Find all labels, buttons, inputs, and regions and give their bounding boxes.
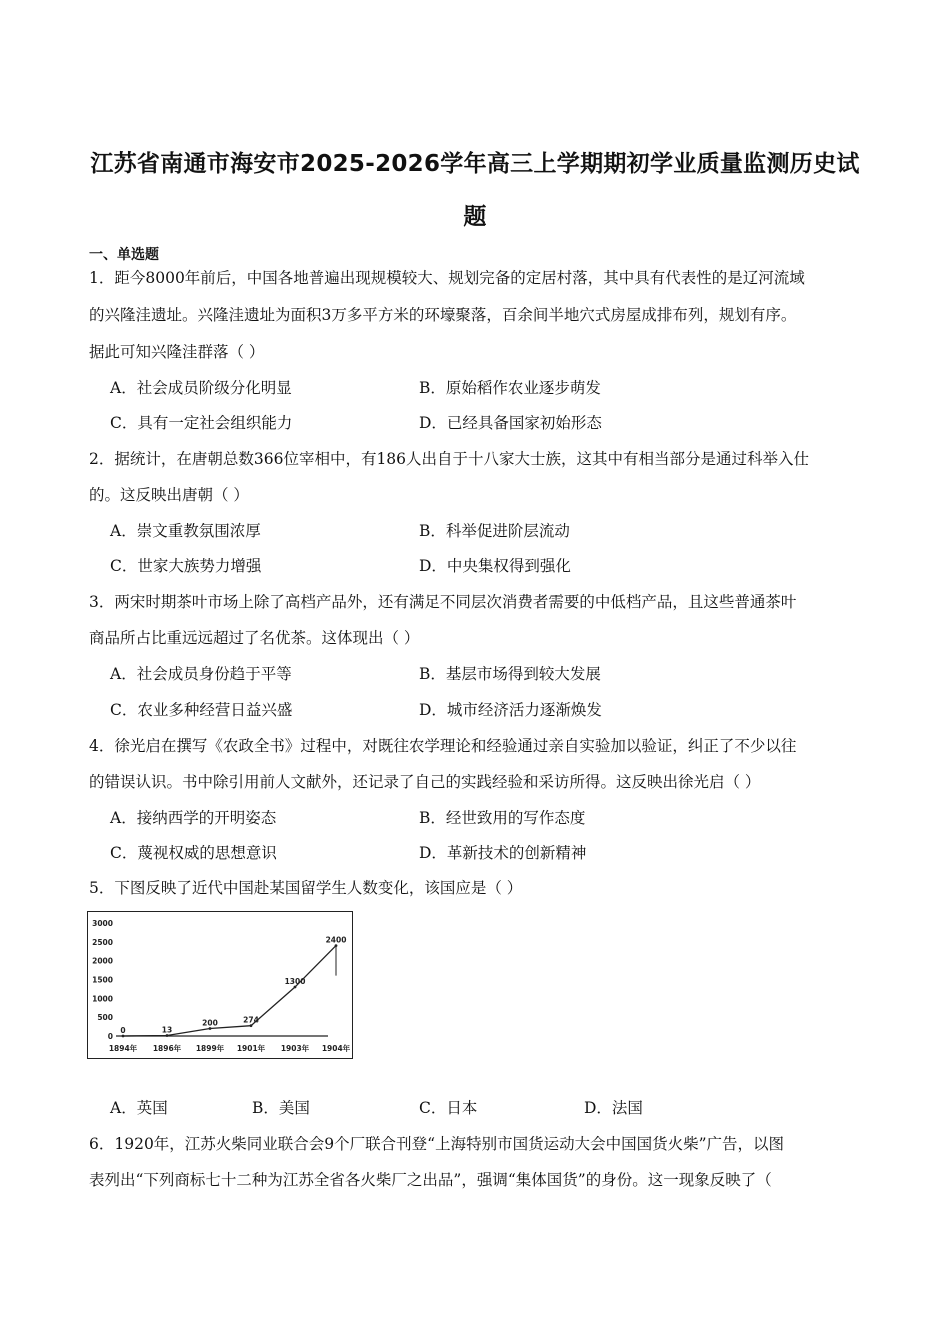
option-d[interactable]: D．革新技术的创新精神 [419,844,587,862]
data-label: 1300 [284,977,306,987]
option-c[interactable]: C．具有一定社会组织能力 [110,414,293,432]
question-text-line: 表列出“下列商标七十二种为江苏全省各火柴厂之出品”，强调“集体国货”的身份。这一现象反映了（ [89,1171,772,1189]
y-tick-label: 2000 [92,956,113,966]
option-d[interactable]: D．法国 [584,1099,643,1117]
x-tick-label: 1901年 [236,1044,266,1053]
question-text-line: 的。这反映出唐朝（ ） [89,486,249,504]
x-tick-label: 1896年 [152,1044,182,1053]
option-a[interactable]: A．社会成员阶级分化明显 [110,379,292,397]
chart-svg [88,912,354,1060]
data-point [122,1035,125,1038]
question-text-line: 商品所占比重远远超过了名优茶。这体现出（ ） [89,629,420,647]
option-c[interactable]: C．世家大族势力增强 [110,557,262,575]
data-point [209,1027,212,1030]
option-c[interactable]: C．日本 [419,1099,478,1117]
question-text-line: 4．徐光启在撰写《农政全书》过程中，对既往农学理论和经验通过亲自实验加以验证，纠正了不少以往 [89,737,797,755]
series-line [123,946,336,1036]
question-text-line: 的兴隆洼遗址。兴隆洼遗址为面积3万多平方米的环壕聚落，百余间半地穴式房屋成排布列，规划有序。 [89,306,797,324]
option-d[interactable]: D．城市经济活力逐渐焕发 [419,701,602,719]
y-tick-label: 3000 [92,919,113,928]
option-a[interactable]: A．接纳西学的开明姿态 [110,809,277,827]
section-heading: 一、单选题 [89,247,159,263]
data-point [294,986,297,989]
option-a[interactable]: A．英国 [110,1099,168,1117]
x-tick-label: 1903年 [280,1044,310,1053]
option-c[interactable]: C．农业多种经营日益兴盛 [110,701,293,719]
option-b[interactable]: B．美国 [252,1099,310,1117]
option-b[interactable]: B．经世致用的写作态度 [419,809,586,827]
page-title-line1: 江苏省南通市海安市2025-2026学年高三上学期期初学业质量监测历史试 [90,151,860,177]
option-d[interactable]: D．已经具备国家初始形态 [419,414,602,432]
data-label: 0 [120,1026,126,1035]
question-text-line: 3．两宋时期茶叶市场上除了高档产品外，还有满足不同层次消费者需要的中低档产品，且这些普通茶叶 [89,593,797,611]
data-label: 200 [202,1018,218,1028]
question-text-line: 据此可知兴隆洼群落（ ） [89,343,265,361]
question-text-line: 1．距今8000年前后，中国各地普遍出现规模较大、规划完备的定居村落，其中具有代表性的是辽河流域 [89,269,805,287]
data-label: 2400 [325,935,347,945]
question-text-line: 2．据统计，在唐朝总数366位宰相中，有186人出自于十八家大士族，这其中有相当部分是通过科举入仕 [89,450,810,468]
x-tick-label: 1904年 [321,1044,351,1053]
option-a[interactable]: A．社会成员身份趋于平等 [110,665,292,683]
y-tick-label: 2500 [92,937,113,947]
option-a[interactable]: A．崇文重教氛围浓厚 [110,522,261,540]
y-tick-label: 500 [97,1013,113,1023]
question-text-line: 5．下图反映了近代中国赴某国留学生人数变化，该国应是（ ） [89,879,523,897]
option-b[interactable]: B．科举促进阶层流动 [419,522,570,540]
data-label: 274 [243,1015,259,1025]
data-point [166,1034,169,1037]
question-text-line: 的错误认识。书中除引用前人文献外，还记录了自己的实践经验和采访所得。这反映出徐光启（ ） [89,773,761,791]
x-tick-label: 1899年 [195,1044,225,1053]
data-point [250,1024,253,1027]
option-b[interactable]: B．基层市场得到较大发展 [419,665,601,683]
page-title-line2: 题 [463,204,487,230]
question-text-line: 6．1920年，江苏火柴同业联合会9个厂联合刊登“上海特别市国货运动大会中国国货火柴”广告，以图 [89,1135,785,1153]
data-point [335,944,338,947]
y-tick-label: 1000 [92,994,113,1004]
option-b[interactable]: B．原始稻作农业逐步萌发 [419,379,601,397]
x-tick-label: 1894年 [108,1044,138,1053]
y-tick-label: 0 [107,1032,113,1041]
option-c[interactable]: C．蔑视权威的思想意识 [110,844,277,862]
students-line-chart [87,911,353,1059]
y-tick-label: 1500 [92,975,113,985]
data-label: 13 [161,1025,173,1035]
option-d[interactable]: D．中央集权得到强化 [419,557,571,575]
